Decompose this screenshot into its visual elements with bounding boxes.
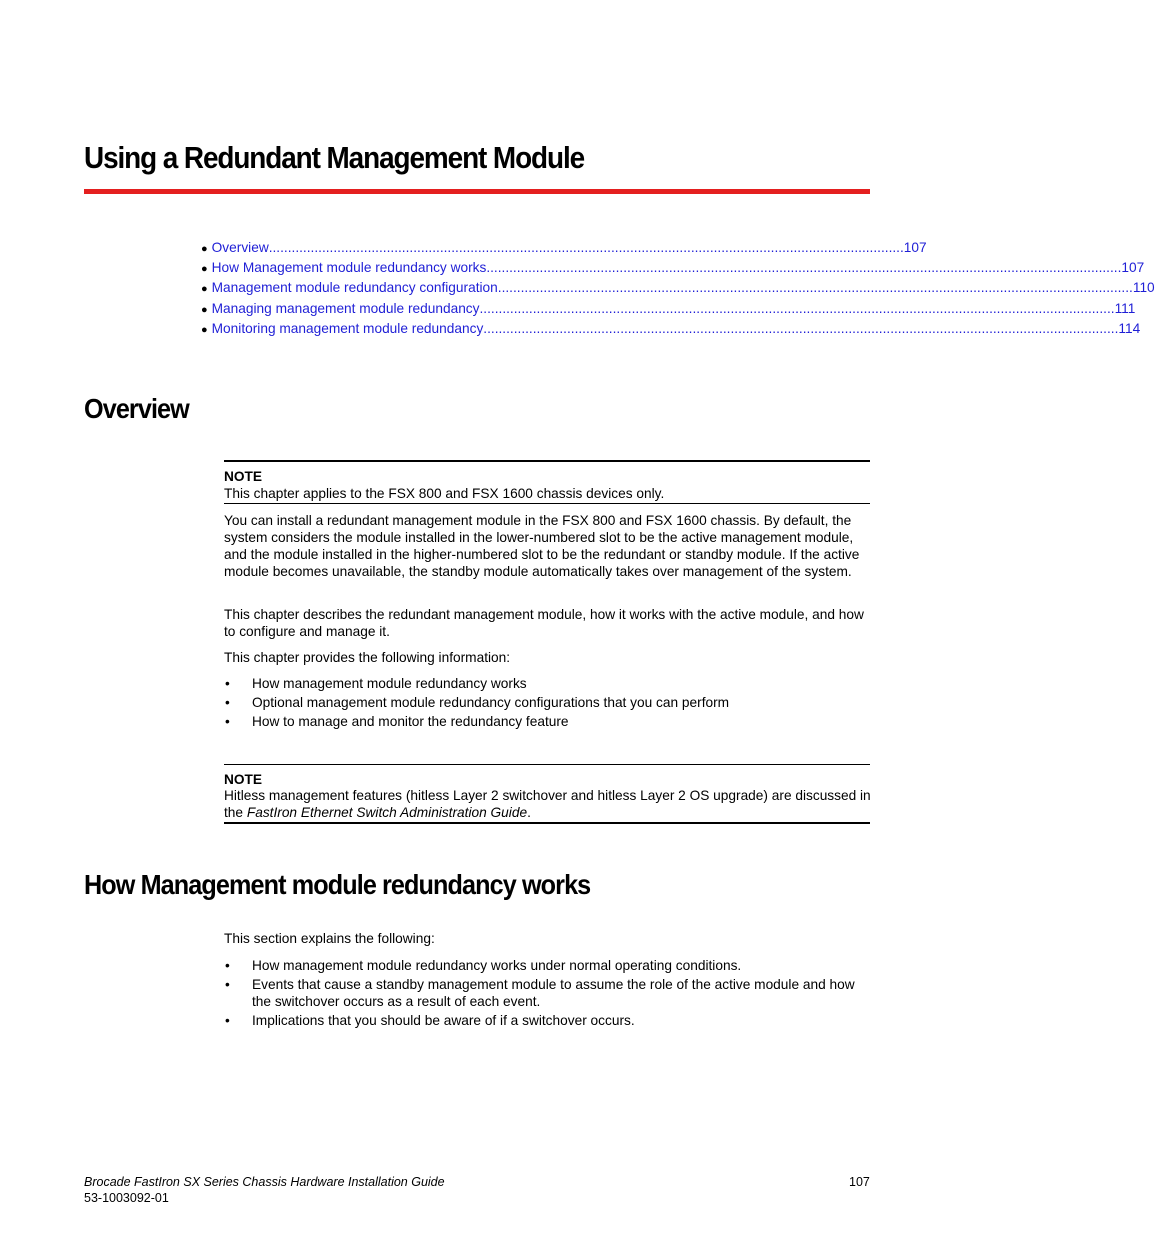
toc-entry-title[interactable]: Overview (211, 240, 269, 255)
toc-leader: ....................................................................................................................................................................... (497, 280, 1133, 296)
toc-leader: ....................................................................................................................................................................... (483, 320, 1119, 336)
how-works-bullet-list (224, 957, 872, 1031)
bullet: • (225, 1013, 230, 1028)
toc-bullet: ● (201, 283, 208, 296)
note-top-rule (224, 460, 870, 462)
footer-doc-number: 53-1003092-01 (84, 1191, 169, 1205)
toc-entry-page[interactable]: 110 (1132, 280, 1155, 296)
toc-bullet: ● (201, 263, 208, 276)
footer-doc-title: Brocade FastIron SX Series Chassis Hardware Installation Guide (84, 1175, 445, 1189)
toc-entry[interactable] (201, 280, 1155, 300)
chapter-title-rule (84, 189, 870, 194)
overview-paragraph: You can install a redundant management module in the FSX 800 and FSX 1600 chassis. By default, the system considers the module installed in the lower-numbered slot to be the active management module, and the module installed in the higher-numbered slot to be the redundant or standby module. If the active module becomes unavailable, the standby module automatically takes over management of the system. (224, 513, 860, 579)
bullet: • (225, 977, 230, 992)
note-text (224, 788, 872, 821)
list-item-text: How management module redundancy works under normal operating conditions. (252, 958, 742, 973)
overview-paragraph: This chapter describes the redundant management module, how it works with the active module, and how to configure and manage it. (224, 607, 864, 639)
toc-bullet: ● (201, 323, 208, 336)
list-item-text: Events that cause a standby management module to assume the role of the active module and how the switchover occurs as a result of each event. (252, 977, 855, 1009)
toc-bullet: ● (201, 303, 208, 316)
note-text-part: Hitless management features (hitless Layer 2 switchover and hitless Layer 2 OS upgrade) are discussed in the (224, 788, 871, 820)
toc-entry[interactable] (201, 300, 1136, 321)
chapter-toc (201, 240, 1155, 341)
toc-entry-page[interactable]: 114 (1118, 320, 1141, 336)
note-label: NOTE (224, 469, 263, 484)
toc-entry-title[interactable]: Management module redundancy configuration (211, 280, 498, 296)
list-item-text: Implications that you should be aware of if a switchover occurs. (252, 1013, 635, 1028)
toc-bullet: ● (201, 243, 208, 255)
list-item-text: How management module redundancy works (252, 676, 527, 691)
chapter-title: Using a Redundant Management Module (84, 140, 585, 175)
bullet: • (225, 676, 230, 691)
toc-entry-page[interactable]: 107 (903, 240, 927, 255)
overview-bullet-list (224, 675, 872, 732)
list-item (224, 694, 872, 711)
document-reference: FastIron Ethernet Switch Administration Guide (246, 804, 528, 820)
how-works-intro: This section explains the following: (224, 931, 435, 946)
toc-entry-title[interactable]: Monitoring management module redundancy (211, 320, 484, 336)
list-item (224, 675, 872, 692)
toc-entry-title[interactable]: Managing management module redundancy (211, 300, 480, 316)
note-text-part: . (527, 804, 531, 820)
footer-page-number: 107 (849, 1175, 870, 1189)
section-heading-overview: Overview (84, 393, 189, 424)
toc-entry[interactable] (201, 240, 927, 260)
note-text: This chapter applies to the FSX 800 and FSX 1600 chassis devices only. (224, 486, 665, 501)
toc-entry-page[interactable]: 107 (1121, 260, 1145, 276)
bullet: • (225, 714, 230, 729)
toc-entry-page[interactable]: 111 (1114, 300, 1136, 316)
note-bottom-rule (224, 822, 870, 824)
list-item (224, 713, 872, 730)
toc-entry[interactable] (201, 320, 1141, 341)
list-item (224, 1012, 872, 1029)
toc-leader: ....................................................................................................................................................................... (479, 300, 1115, 316)
bullet: • (225, 695, 230, 710)
note-top-rule (224, 764, 870, 765)
bullet: • (225, 958, 230, 973)
note-label: NOTE (224, 772, 263, 787)
note-bottom-rule (224, 503, 870, 504)
list-item-text: How to manage and monitor the redundancy feature (252, 714, 569, 729)
toc-leader: ....................................................................................................................................................................... (486, 260, 1122, 276)
list-item (224, 976, 872, 1010)
list-item (224, 957, 872, 974)
overview-paragraph: This chapter provides the following information: (224, 650, 511, 665)
section-heading-how-works: How Management module redundancy works (84, 869, 591, 900)
toc-entry-title[interactable]: How Management module redundancy works (211, 260, 487, 276)
list-item-text: Optional management module redundancy configurations that you can perform (252, 695, 730, 710)
toc-leader: ....................................................................................................................................................................... (268, 240, 904, 255)
toc-entry[interactable] (201, 260, 1145, 280)
